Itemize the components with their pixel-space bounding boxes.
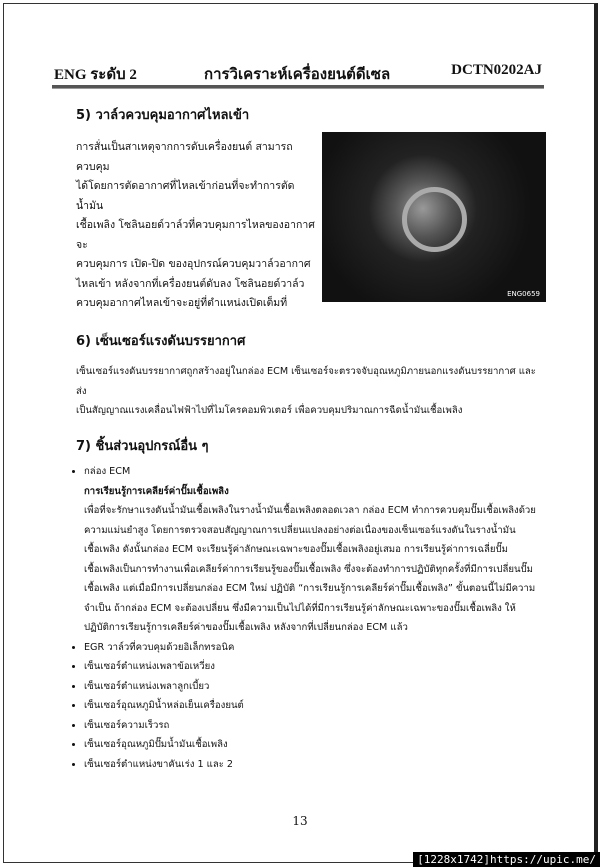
text-line: เป็นสัญญาณแรงเคลื่อนไฟฟ้าไปที่ไมโครคอมพิวเตอร์ เพื่อควบคุมปริมาณการฉีดน้ำมันเชื้อเพลิง <box>76 405 463 416</box>
text-line: การสั่นเป็นสาเหตุจากการดับเครื่องยนต์ สามารถควบคุม <box>76 141 293 173</box>
list-item <box>84 462 554 638</box>
text-line: ปฏิบัติการเรียนรู้การเคลียร์ค่าของปั๊มเชื้อเพลิง หลังจากที่เปลี่ยนกล่อง ECM แล้ว <box>84 622 408 633</box>
list-item: • เซ็นเซอร์อุณหภูมิน้ำหล่อเย็นเครื่องยนต์ <box>84 696 554 716</box>
watermark: [1228x1742]https://upic.me/ <box>413 852 600 867</box>
section-5-body <box>76 138 316 314</box>
valve-ring <box>402 187 467 252</box>
header-code: DCTN0202AJ <box>451 62 542 78</box>
text-line: เพื่อที่จะรักษาแรงดันน้ำมันเชื้อเพลิงในรางน้ำมันเชื้อเพลิงตลอดเวลา กล่อง ECM ทำการควบคุมปั๊มเชื้อเพลิงด้วย <box>84 505 536 516</box>
text-line: ควบคุมอากาศไหลเข้าจะอยู่ที่ตำแหน่งเปิดเต็มที่ <box>76 297 288 309</box>
section-6-body <box>76 362 546 421</box>
component-list <box>62 462 554 774</box>
section-7-title: 7) ชิ้นส่วนอุปกรณ์อื่น ๆ <box>76 439 209 454</box>
page-number: 13 <box>292 814 308 828</box>
text-line: ความแม่นยำสูง โดยการตรวจสอบสัญญาณการเปลี่ยนแปลงอย่างต่อเนื่องของเซ็นเซอร์แรงดันในรางน้ำมัน <box>84 524 516 536</box>
text-line: เซ็นเซอร์แรงดันบรรยากาศถูกสร้างอยู่ในกล่อง ECM เซ็นเซอร์จะตรวจจับอุณหภูมิภายนอกแรงดันบรรยากาศ และส่ง <box>76 366 536 397</box>
text-line: ได้โดยการตัดอากาศที่ไหลเข้าก่อนที่จะทำการตัดน้ำมัน <box>76 180 295 212</box>
list-item: • เซ็นเซอร์อุณหภูมิปั๊มน้ำมันเชื้อเพลิง <box>84 735 554 755</box>
text-line: เชื้อเพลิง โซลินอยด์วาล์วที่ควบคุมการไหลของอากาศจะ <box>76 219 315 251</box>
text-line: เชื้อเพลิง แต่เมื่อมีการเปลี่ยนกล่อง ECM ใหม่ ปฏิบัติ “การเรียนรู้การเคลียร์ค่าปั๊มเชื้อเพลิง” ขั้นตอนนี้ไม่มีความ <box>84 583 536 594</box>
text-line: ควบคุมการ เปิด-ปิด ของอุปกรณ์ควบคุมวาล์วอากาศ <box>76 258 311 270</box>
ecm-subtitle: การเรียนรู้การเคลียร์ค่าปั๊มเชื้อเพลิง <box>84 485 229 497</box>
text-line: เชื้อเพลิง ดังนั้นกล่อง ECM จะเรียนรู้ค่าลักษณะเฉพาะของปั๊มเชื้อเพลิงอยู่เสมอ การเรียนรู้ค่าการเฉลี่ยปั๊ม <box>84 544 508 555</box>
list-item: • เซ็นเซอร์ตำแหน่งเพลาลูกเบี้ยว <box>84 677 554 697</box>
list-item: • เซ็นเซอร์ตำแหน่งเพลาข้อเหวี่ยง <box>84 657 554 677</box>
text-line: ไหลเข้า หลังจากที่เครื่องยนต์ดับลง โซลินอยด์วาล์ว <box>76 277 305 290</box>
text-line: จำเป็น ถ้ากล่อง ECM จะต้องเปลี่ยน ซึ่งมีความเป็นไปได้ที่มีการเรียนรู้ค่าลักษณะเฉพาะของปั๊มเชื้อเพลิง ให้ <box>84 602 516 614</box>
section-5-title: 5) วาล์วควบคุมอากาศไหลเข้า <box>76 108 250 123</box>
section-6-title: 6) เซ็นเซอร์แรงดันบรรยากาศ <box>76 334 246 349</box>
text-line: เชื้อเพลิงเป็นการทำงานเพื่อเคลียร์ค่าการเรียนรู้ของปั๊มเชื้อเพลิง ซึ่งจะต้องทำการปฏิบัติทุกครั้งที่มีการเปลี่ยนปั๊ม <box>84 563 533 575</box>
header-rule <box>52 85 544 89</box>
header-level: ENG ระดับ 2 <box>54 67 137 83</box>
list-item: • เซ็นเซอร์ความเร็วรถ <box>84 716 554 736</box>
photo-caption: ENG0659 <box>507 290 540 298</box>
throttle-valve-photo <box>322 132 546 302</box>
list-item: • EGR วาล์วที่ควบคุมด้วยอิเล็กทรอนิค <box>84 638 554 658</box>
page-header <box>54 62 542 84</box>
ecm-label: กล่อง ECM <box>84 466 131 477</box>
header-title: การวิเคราะห์เครื่องยนต์ดีเซล <box>204 67 391 83</box>
list-item: • เซ็นเซอร์ตำแหน่งขาคันเร่ง 1 และ 2 <box>84 755 554 775</box>
